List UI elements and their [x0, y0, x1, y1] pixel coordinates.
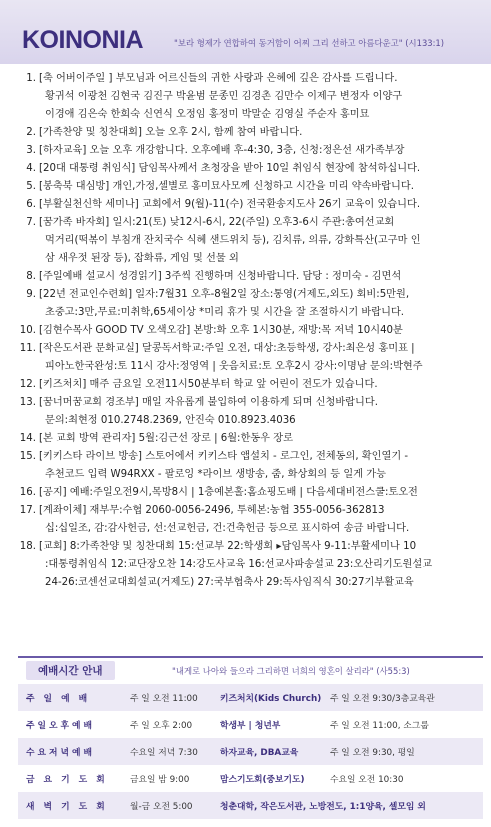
koinonia-logo: KOINONIA	[22, 26, 143, 54]
worship-row	[18, 792, 483, 819]
item-number: 15.	[19, 451, 36, 462]
item-line: 추천코드 입력 W94RXX - 팔로잉 *라이브 생방송, 줌, 화상회의 등 일게 가능	[45, 469, 386, 480]
program-time: 수요일 오전 10:30	[330, 775, 404, 785]
program-name: 학생부 | 청년부	[220, 721, 281, 731]
item-body	[39, 70, 480, 124]
program-name: 맘스기도회(중보기도)	[220, 775, 305, 785]
announcement-list	[18, 70, 480, 592]
announcement-item	[18, 502, 480, 538]
item-line: 황귀석 이광천 김현국 김진구 박윤범 문종민 김경촌 김만수 이제구 변정자 이양구	[45, 91, 403, 102]
worship-row	[18, 684, 483, 711]
item-body	[39, 376, 480, 394]
item-number: 7.	[26, 217, 36, 228]
item-number: 4.	[26, 163, 36, 174]
announcement-item	[18, 322, 480, 340]
announcement-item	[18, 538, 480, 592]
item-line: [하자교육] 오늘 오후 개강합니다. 오후예배 후-4:30, 3층, 신청:정은선 새가족부장	[39, 145, 405, 156]
item-line: 초중고:3만,무료:미취학,65세이상 *미리 휴가 및 시간을 잘 조절하시기 바랍니다.	[45, 307, 405, 318]
announcement-item	[18, 214, 480, 268]
program-time: 주 일 오전 11:00, 소그룹	[330, 721, 429, 731]
item-line: [부활실천신학 세미나] 교회에서 9(월)-11(수) 전국환송지도사 26기 교육이 있습니다.	[39, 199, 421, 210]
worship-title: 예배시간 안내	[26, 661, 115, 680]
item-line: [키즈처치] 매주 금요일 오전11시50분부터 학교 앞 어린이 전도가 있습니다.	[39, 379, 378, 390]
item-line: 피아노한국완성:토 11시 강사:정영역 | 웃음치료:토 오후2시 강사:이명남 문의:박현주	[45, 361, 423, 372]
announcement-item	[18, 70, 480, 124]
service-time: 금요일 밤 9:00	[130, 775, 190, 785]
item-line: [가족찬양 및 칭찬대회] 오늘 오후 2시, 함께 참여 바랍니다.	[39, 127, 303, 138]
item-number: 12.	[19, 379, 36, 390]
announcement-item	[18, 268, 480, 286]
item-body	[39, 142, 480, 160]
item-line: [꿈너머꿈교회 경조부] 매일 자유롭게 불입하여 이용하게 되며 신청바랍니다.	[39, 397, 378, 408]
item-body	[39, 430, 480, 448]
announcement-item	[18, 376, 480, 394]
item-number: 10.	[19, 325, 36, 336]
item-number: 6.	[26, 199, 36, 210]
announcement-item	[18, 484, 480, 502]
item-line: [키키스타 라이브 방송] 스토어에서 키키스타 앱설치 - 로그인, 전체동의, 확인열기 -	[39, 451, 409, 462]
service-time: 주 일 오후 2:00	[130, 721, 193, 731]
item-number: 3.	[26, 145, 36, 156]
item-line: [주일예배 설교시 성경읽기] 3주씩 진행하며 신청바랍니다. 담당 : 정미숙 - 김면석	[39, 271, 402, 282]
item-body	[39, 160, 480, 178]
service-name: 수요저녁예배	[26, 748, 95, 758]
item-body	[39, 214, 480, 268]
item-line: [본 교회 방역 관리자] 5월:김근선 장로 | 6월:한동우 장로	[39, 433, 293, 444]
header-verse: "보라 형제가 연합하여 동거함이 어찌 그리 선하고 아름다운고" (시133:1)	[174, 38, 445, 48]
item-body	[39, 538, 480, 592]
item-line: :대통령취임식 12:교단장오찬 14:강도사교육 16:선교사파송설교 23:오산리기도원설교	[45, 559, 433, 570]
item-body	[39, 322, 480, 340]
service-name: 금 요 기 도 회	[26, 775, 108, 785]
program-name: 키즈처치(Kids Church)	[220, 694, 322, 704]
service-time: 주 일 오전 11:00	[130, 694, 198, 704]
item-number: 14.	[19, 433, 36, 444]
item-number: 16.	[19, 487, 36, 498]
item-number: 18.	[19, 541, 36, 552]
service-name: 새 벽 기 도 회	[26, 802, 108, 812]
item-body	[39, 484, 480, 502]
item-line: [계좌이체] 재부무:수협 2060-0056-2496, 투헤본:농협 355-0056-362813	[39, 505, 385, 516]
announcement-item	[18, 142, 480, 160]
bulletin-header	[0, 0, 491, 64]
program-time: 주 일 오전 9:30, 평일	[330, 748, 415, 758]
worship-schedule	[18, 656, 483, 826]
item-number: 17.	[19, 505, 36, 516]
service-name: 주 일 예 배	[26, 694, 91, 704]
item-number: 2.	[26, 127, 36, 138]
program-time: 주 일 오전 9:30/3층교육관	[330, 694, 435, 704]
announcement-item	[18, 286, 480, 322]
item-line: [축 어버이주일 ] 부모님과 어르신들의 귀한 사랑과 은혜에 깊은 감사를 드립니다.	[39, 73, 398, 84]
worship-rows	[18, 684, 483, 819]
program-name: 하자교육, DBA교육	[220, 748, 299, 758]
item-body	[39, 178, 480, 196]
announcement-item	[18, 178, 480, 196]
item-line: [꿈가족 바자회] 일시:21(토) 낮12시-6시, 22(주일) 오후3-6시 주관:총여선교회	[39, 217, 395, 228]
item-number: 13.	[19, 397, 36, 408]
service-name: 주일오후예배	[26, 721, 95, 731]
item-line: 문의:최현정 010.2748.2369, 안진숙 010.8923.4036	[45, 415, 296, 426]
item-number: 9.	[26, 289, 36, 300]
item-body	[39, 340, 480, 376]
item-line: [봉축북 대심방] 개인,가정,셀별로 홍미묘사모께 신청하고 시간을 미리 약속바랍니다.	[39, 181, 414, 192]
item-number: 8.	[26, 271, 36, 282]
item-line: 삼 새우젓 된장 등), 잡화류, 게임 및 선물 외	[45, 253, 239, 264]
item-line: [작은도서관 문화교실] 달콩독서학교:주일 오전, 대상:초등학생, 강사:최은성 홍미표 |	[39, 343, 415, 354]
service-time: 수요일 저녁 7:30	[130, 748, 198, 758]
worship-row	[18, 711, 483, 738]
item-body	[39, 124, 480, 142]
item-line: [공지] 예배:주일오전9시,목방8시 | 1층예본홀:홈쇼핑도배 | 다음세대비전스쿨:토오전	[39, 487, 418, 498]
item-line: 이경애 김은숙 한희숙 신연식 오정임 홍정미 박말순 김영실 주순자 홍미묘	[45, 109, 370, 120]
worship-row	[18, 765, 483, 792]
item-body	[39, 394, 480, 430]
announcement-item	[18, 196, 480, 214]
item-line: [22년 전교인수련회] 일자:7월31 오후-8월2일 장소:통영(거제도,외도) 회비:5만원,	[39, 289, 410, 300]
item-line: 십:십일조, 감:감사헌금, 선:선교헌금, 건:건축헌금 등으로 표시하여 송금 바랍니다.	[45, 523, 410, 534]
item-line: [교회] 8:가족찬양 및 칭찬대회 15:선교부 22:학생회 ▸담임목사 9-11:부활세미나 10	[39, 541, 417, 552]
item-body	[39, 268, 480, 286]
item-body	[39, 502, 480, 538]
item-body	[39, 286, 480, 322]
item-body	[39, 448, 480, 484]
item-number: 11.	[19, 343, 36, 354]
program-name: 청춘대학, 작은도서관, 노방전도, 1:1양육, 셀모임 외	[220, 802, 426, 812]
announcement-item	[18, 124, 480, 142]
worship-verse: "내게로 나아와 들으라 그리하면 너희의 영혼이 살리라" (사55:3)	[172, 666, 410, 676]
item-number: 1.	[26, 73, 36, 84]
announcement-item	[18, 160, 480, 178]
item-line: [김현수목사 GOOD TV 오색오감] 본방:화 오후 1시30분, 재방:목 저녁 10시40분	[39, 325, 403, 336]
item-line: 24-26:코센선교대회설교(거제도) 27:국부협축사 29:독사임직식 30:27기부활교육	[45, 577, 414, 588]
service-time: 월-금 오전 5:00	[130, 802, 193, 812]
announcement-item	[18, 430, 480, 448]
announcement-item	[18, 394, 480, 430]
item-line: 먹거리(떡볶이 부침개 잔치국수 식혜 샌드위치 등), 김치류, 의류, 강화특산(고구마 인	[45, 235, 421, 246]
worship-title-row	[18, 658, 483, 684]
item-number: 5.	[26, 181, 36, 192]
announcement-item	[18, 448, 480, 484]
item-line: [20대 대통령 취임식] 담임목사께서 초청장을 받아 10일 취임식 현장에 참석하십니다.	[39, 163, 421, 174]
item-body	[39, 196, 480, 214]
announcement-item	[18, 340, 480, 376]
worship-row	[18, 738, 483, 765]
